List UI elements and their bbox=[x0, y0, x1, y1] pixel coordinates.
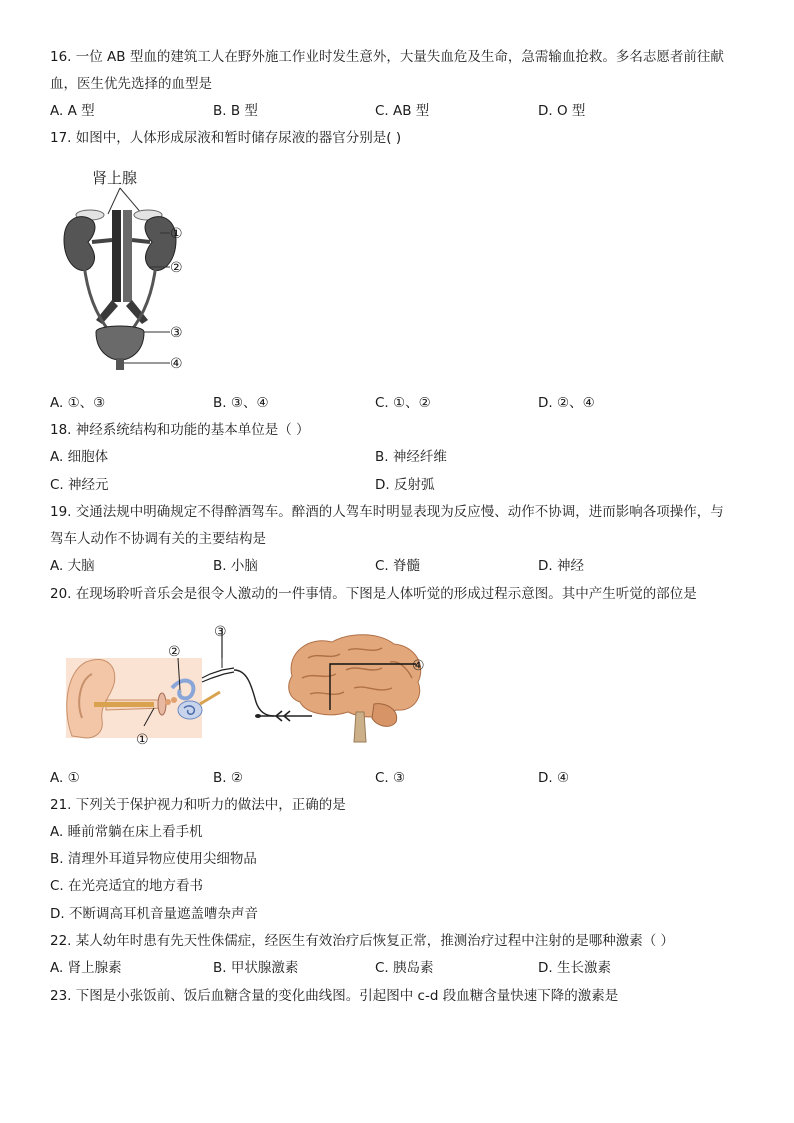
q21-option-c: C. 在光亮适宜的地方看书 bbox=[50, 878, 204, 894]
q17-option-a: A. ①、③ bbox=[50, 395, 106, 411]
q22-stem: 22. 某人幼年时患有先天性侏儒症，经医生有效治疗后恢复正常，推测治疗过程中注射的是哪种激素（ ） bbox=[50, 933, 675, 949]
q17-option-b: B. ③、④ bbox=[213, 395, 269, 411]
q19-option-d: D. 神经 bbox=[538, 558, 584, 574]
marker-4: ④ bbox=[412, 658, 425, 674]
q20-option-d: D. ④ bbox=[538, 770, 570, 786]
q17-option-c: C. ①、② bbox=[375, 395, 431, 411]
q18-option-d: D. 反射弧 bbox=[375, 477, 435, 493]
q22-option-a: A. 肾上腺素 bbox=[50, 960, 122, 976]
q16-option-c: C. AB 型 bbox=[375, 103, 430, 119]
hearing-pathway-figure bbox=[60, 618, 440, 750]
q19-option-a: A. 大脑 bbox=[50, 558, 95, 574]
q21-option-a: A. 睡前常躺在床上看手机 bbox=[50, 824, 203, 840]
q17-stem: 17. 如图中，人体形成尿液和暂时储存尿液的器官分别是( ) bbox=[50, 130, 402, 146]
q16-stem-line1: 16. 一位 AB 型血的建筑工人在野外施工作业时发生意外，大量失血危及生命，急需输血抢救。多名志愿者前往献 bbox=[50, 49, 724, 65]
q20-stem: 20. 在现场聆听音乐会是很令人激动的一件事情。下图是人体听觉的形成过程示意图。其中产生听觉的部位是 bbox=[50, 586, 697, 602]
q22-option-c: C. 胰岛素 bbox=[375, 960, 434, 976]
q21-option-d: D. 不断调高耳机音量遮盖嘈杂声音 bbox=[50, 906, 258, 922]
q22-option-b: B. 甲状腺激素 bbox=[213, 960, 299, 976]
adrenal-gland-label: 肾上腺 bbox=[92, 169, 138, 187]
q16-option-b: B. B 型 bbox=[213, 103, 258, 119]
marker-2: ② bbox=[170, 260, 183, 276]
q22-option-d: D. 生长激素 bbox=[538, 960, 611, 976]
marker-3: ③ bbox=[214, 624, 227, 640]
q21-stem: 21. 下列关于保护视力和听力的做法中，正确的是 bbox=[50, 797, 346, 813]
marker-2: ② bbox=[168, 644, 181, 660]
q16-option-d: D. O 型 bbox=[538, 103, 586, 119]
marker-1: ① bbox=[136, 732, 149, 748]
q19-stem-line2: 驾车人动作不协调有关的主要结构是 bbox=[50, 531, 266, 547]
q20-option-b: B. ② bbox=[213, 770, 243, 786]
q19-stem-line1: 19. 交通法规中明确规定不得醉酒驾车。醉酒的人驾车时明显表现为反应慢、动作不协调，进而影响各项操作，与 bbox=[50, 504, 724, 520]
urinary-system-figure bbox=[50, 160, 200, 380]
q18-option-c: C. 神经元 bbox=[50, 477, 109, 493]
q20-option-c: C. ③ bbox=[375, 770, 406, 786]
q17-option-d: D. ②、④ bbox=[538, 395, 595, 411]
q18-option-a: A. 细胞体 bbox=[50, 449, 109, 465]
q19-option-b: B. 小脑 bbox=[213, 558, 258, 574]
q20-option-a: A. ① bbox=[50, 770, 80, 786]
q16-option-a: A. A 型 bbox=[50, 103, 95, 119]
q18-stem: 18. 神经系统结构和功能的基本单位是（ ） bbox=[50, 422, 310, 438]
q19-option-c: C. 脊髓 bbox=[375, 558, 421, 574]
q21-option-b: B. 清理外耳道异物应使用尖细物品 bbox=[50, 851, 257, 867]
q18-option-b: B. 神经纤维 bbox=[375, 449, 447, 465]
marker-1: ① bbox=[170, 226, 183, 242]
marker-3: ③ bbox=[170, 325, 183, 341]
q23-stem: 23. 下图是小张饭前、饭后血糖含量的变化曲线图。引起图中 c-d 段血糖含量快速下降的激素是 bbox=[50, 988, 619, 1004]
q16-stem-line2: 血，医生优先选择的血型是 bbox=[50, 76, 212, 92]
marker-4: ④ bbox=[170, 356, 183, 372]
